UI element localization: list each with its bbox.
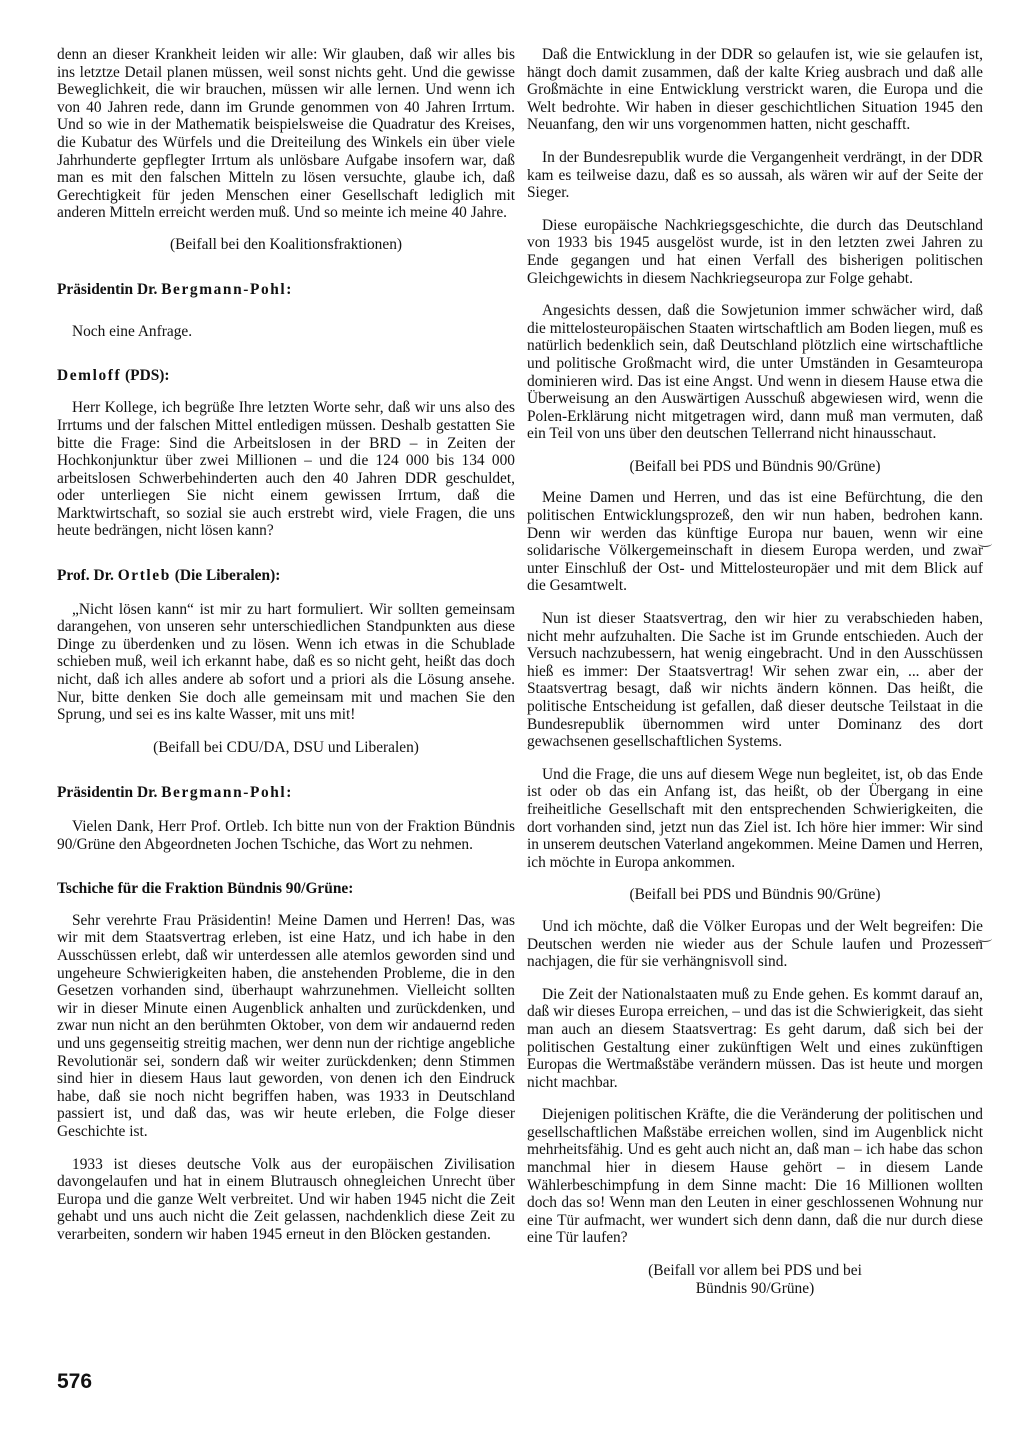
paragraph: denn an dieser Krankheit leiden wir alle: Wir glauben, daß wir alles bis ins letztze Detail planen müssen, weil sonst nichts geht. Und die gewisse Beweglichkeit, die wir brauchen, müssen wir alle lernen. Und wenn ich von 40 Jahren rede, dann im Grunde genommen von 40 Jahren Irrtum. Und so wie in der Mathematik beispielsweise die Quadratur des Kreises, die Kubatur des Würfels und die Dreiteilung des Winkels ein über viele Jahrhunderte gepflegter Irrtum als unlösbare Aufgabe insofern war, daß man es mit den falschen Mitteln zu lösen versuchte, glaube ich, daß Gerechtigkeit für jeden Menschen einer Gesellschaft lediglich mit anderen Mitteln erreicht werden muß. Und so meinte ich meine 40 Jahre.	[57, 46, 515, 222]
speaker-party: (PDS):	[121, 366, 170, 384]
left-column	[57, 46, 515, 1243]
right-column	[527, 46, 983, 1297]
speaker-title: Präsidentin Dr.	[57, 280, 162, 298]
paragraph: 1933 ist dieses deutsche Volk aus der europäischen Zivilisation davongelaufen und hat in einem Blutrausch ohnegleichen Unrecht über Europa und die ganze Welt verbreitet. Und wir haben 1945 nicht die Zeit gehabt und uns auch nicht die Zeit gelassen, nachdenklich diese Zeit zu verarbeiten, sondern wir haben 1945 erneut in den Blöcken gestanden.	[57, 1155, 515, 1243]
paragraph: „Nicht lösen kann“ ist mir zu hart formuliert. Wir sollten gemeinsam darangehen, von unseren sehr unterschiedlichen Standpunkten aus diese Dinge zu überdenken und zu lösen. Wenn ich etwas in die Schublade schieben muß, weil ich erkannt habe, daß es so nicht geht, heißt das doch nicht, daß ich alles andere ab sofort und a priori als die Lösung ansehe. Nur, bitte denken Sie doch alle gemeinsam mit und machen Sie den Sprung, und sei es ins kalte Wasser, mit uns mit!	[57, 600, 515, 724]
paragraph: Die Zeit der Nationalstaaten muß zu Ende gehen. Es kommt darauf an, daß wir dieses Europa erreichen, – und das ist die Schwierigkeit, das sieht man auch an diesem Staatsvertrag: Es geht darum, daß sich bei der politischen Gestaltung einer zukünftigen Welt und eines zukünftigen Europas die Wertmaßstäbe verändern müssen. Das ist heute und morgen nicht machbar.	[527, 985, 983, 1091]
speaker-heading: Tschiche für die Fraktion Bündnis 90/Grüne:	[57, 880, 354, 898]
speaker-name: Bergmann-Pohl:	[161, 784, 294, 802]
paragraph: Sehr verehrte Frau Präsidentin! Meine Damen und Herren! Das, was wir mit dem Staatsvertrag erleben, ist eine Hatz, und ich habe in den Ausschüssen erlebt, daß wir unterdessen alle atemlos geworden sind und ungeheure Schwierigkeiten haben, die anstehenden Probleme, die in den Gesetzen vorhanden sind, überhaupt wahrzunehmen. Vielleicht sollten wir in dieser Minute einen Augenblick anhalten und zurückdenken, und zwar nun nicht an den berühmten Oktober, von dem wir andauernd reden und uns gegenseitig streitig machen, wer denn nun der richtige angebliche Revolutionär sei, sondern daß wir weiter zurückdenken; denn Stimmen sind hier in diesem Haus laut geworden, von denen ich den Eindruck habe, daß sie noch nicht begriffen haben, was 1933 in Deutschland passiert ist, und daß das, was wir heute erleben, die Folge dieser Geschichte ist.	[57, 911, 515, 1140]
speaker-title: Prof. Dr.	[57, 567, 118, 585]
applause-note: (Beifall bei den Koalitionsfraktionen)	[169, 235, 403, 253]
margin-mark-icon	[978, 540, 992, 547]
speaker-heading	[57, 367, 515, 385]
applause-note: (Beifall bei PDS und Bündnis 90/Grüne)	[629, 886, 881, 904]
margin-mark-icon	[978, 935, 992, 942]
speaker-title: Präsidentin Dr.	[57, 784, 162, 802]
speaker-name: Demloff	[57, 366, 122, 384]
applause-note: (Beifall bei PDS und Bündnis 90/Grüne)	[629, 457, 881, 475]
speaker-name: Bergmann-Pohl:	[161, 280, 294, 298]
page-number: 576	[57, 1370, 93, 1393]
speaker-name: Ortleb	[117, 567, 171, 585]
paragraph: Vielen Dank, Herr Prof. Ortleb. Ich bitte nun von der Fraktion Bündnis 90/Grüne den Abgeordneten Jochen Tschiche, das Wort zu nehmen.	[57, 818, 515, 853]
paragraph: Angesichts dessen, daß die Sowjetunion immer schwächer wird, daß die mittelosteuropäischen Staaten wirtschaftlich am Boden liegen, muß es natürlich bedenklich sein, daß Deutschland plötzlich eine wirtschaftliche und politische Großmacht wird, die unter Umständen in Gesamteuropa dominieren wird. Das ist eine Angst. Und wenn in diesem Hause etwa die Überweisung an den Auswärtigen Ausschuß abgewiesen wird, wenn die Polen-Erklärung nicht mitgetragen wird, dann muß man vermuten, daß ein Teil von uns über den deutschen Tellerrand nicht hinausschaut.	[527, 302, 983, 443]
paragraph: Noch eine Anfrage.	[72, 323, 193, 341]
paragraph: Diese europäische Nachkriegsgeschichte, die durch das Deutschland von 1933 bis 1945 ausgelöst wurde, ist in den letzten zwei Jahren zu Ende gegangen und hat einen Verfall des bisherigen politischen Gleichgewichts in diesem Nachkriegseuropa zur Folge gehabt.	[527, 216, 983, 287]
paragraph: In der Bundesrepublik wurde die Vergangenheit verdrängt, in der DDR kam es teilweise dazu, daß es so aussah, als wären wir auf der Seite der Sieger.	[527, 148, 983, 202]
applause-note: (Beifall bei CDU/DA, DSU und Liberalen)	[153, 738, 419, 756]
speaker-heading	[57, 281, 515, 299]
paragraph: Diejenigen politischen Kräfte, die die Veränderung der politischen und gesellschaftlichen Maßstäbe erreichen wollen, sind im Augenblick nicht mehrheitsfähig. Und es geht auch nicht an, daß man – ich habe das schon manchmal hier in diesem Hause gehört – in diesem Lande Wählerbeschimpfung in dem Sinne macht: Die 16 Millionen wollten doch das so! Wenn man den Leuten in einer geschlossenen Wohnung nur eine Tür aufmacht, wer wundert sich denn dann, daß die nur durch diese eine Tür laufen?	[527, 1106, 983, 1247]
speaker-heading	[57, 567, 515, 585]
paragraph: Meine Damen und Herren, und das ist eine Befürchtung, die den politischen Entwicklungsprozeß, den wir nun haben, bedrohen kann. Denn wir werden das künftige Europa nur bauen, wenn wir eine solidarische Völkergemeinschaft in diesem Europa werden, und zwar unter Einschluß der Ost- und Mittelosteuropäer und mit dem Blick auf die Gesamtwelt.	[527, 489, 983, 595]
speaker-heading	[57, 784, 515, 802]
paragraph: Und die Frage, die uns auf diesem Wege nun begleitet, ist, ob das Ende ist oder ob das ein Anfang ist, das heißt, ob der Übergang in eine freiheitliche Gesellschaft mit den entsprechenden Schwierigkeiten, die dort vorhanden sind, jetzt nun das Ziel ist. Ich höre hier immer: Wir sind in unserem deutschen Vaterland angekommen. Meine Damen und Herren, ich möchte in Europa ankommen.	[527, 765, 983, 871]
paragraph: Herr Kollege, ich begrüße Ihre letzten Worte sehr, daß wir uns also des Irrtums und der falschen Mittel entledigen müssen. Deshalb gestatten Sie bitte die Frage: Sind die Arbeitslosen in der BRD – in Zeiten der Hochkonjunktur über zwei Millionen – und die 124 000 bis 134 000 arbeitslosen Schwerbehinderten auch den 40 Jahren DDR geschuldet, oder unterliegen Sie nicht einem gewissen Irrtum, daß die Marktwirtschaft, so sozial sie auch erstrebt wird, viele Fragen, die uns heute bedrängen, nicht lösen kann?	[57, 399, 515, 540]
speaker-party: (Die Liberalen):	[170, 567, 281, 585]
applause-note-line: (Beifall vor allem bei PDS und bei	[648, 1262, 862, 1280]
paragraph: Nun ist dieser Staatsvertrag, den wir hier zu verabschieden haben, nicht mehr aufzuhalten. Die Sache ist im Grunde entschieden. Auch der Versuch nachzubessern, hat wenig eingebracht. Und in den Ausschüssen hieß es immer: Der Staatsvertrag! Wir sehen zwar ein, ... aber der Staatsvertrag besagt, daß wir nichts ändern können. Das heißt, die politische Entscheidung ist gefallen, daß dieser deutsche Teilstaat in die Bundesrepublik übernommen wird unter Dominanz des dort gewachsenen gesellschaftlichen Systems.	[527, 610, 983, 751]
applause-note-line: Bündnis 90/Grüne)	[695, 1279, 815, 1297]
paragraph: Und ich möchte, daß die Völker Europas und der Welt begreifen: Die Deutschen werden nie wieder aus der Schule laufen und Prozessen nachjagen, die für sie verhängnisvoll sind.	[527, 917, 983, 971]
paragraph: Daß die Entwicklung in der DDR so gelaufen ist, wie sie gelaufen ist, hängt doch damit zusammen, daß der kalte Krieg ausbrach und daß alle Großmächte in eine Entwicklung verstrickt waren, die Europa und die Welt bedrohte. Wir haben in dieser geschichtlichen Situation 1945 den Neuanfang, den wir uns vorgenommen hatten, nicht geschafft.	[527, 46, 983, 134]
